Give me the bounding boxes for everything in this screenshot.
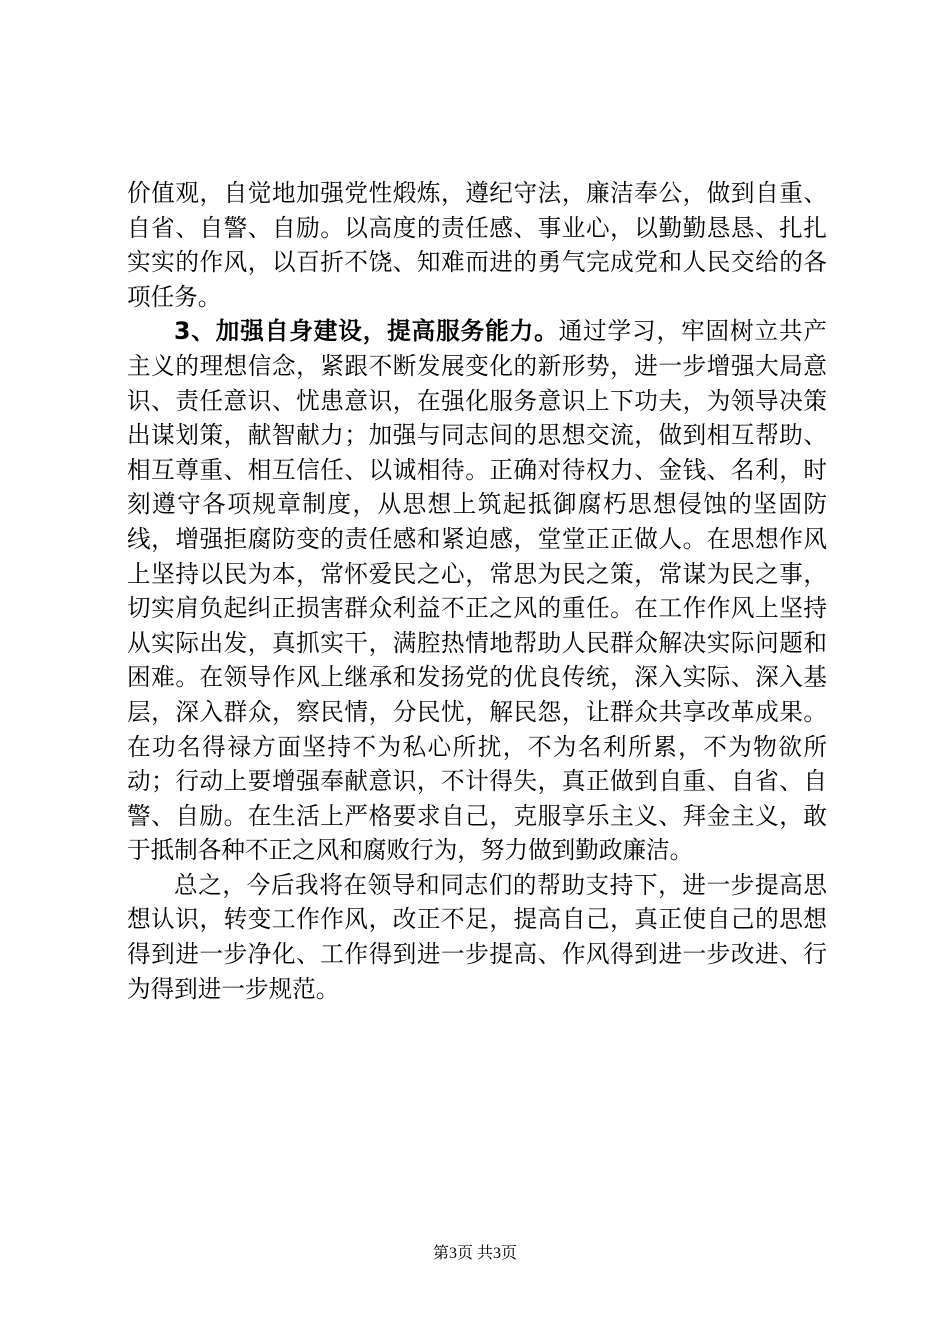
section-heading: 3、加强自身建设，提高服务能力。 [174,317,559,346]
page-number-footer: 第3页 共3页 [432,1245,517,1262]
paragraph-section-3 [127,314,827,868]
document-body [127,176,827,1006]
paragraph-text: 价值观，自觉地加强党性煅炼，遵纪守法，廉洁奉公，做到自重、自省、自警、自励。以高度的责任感、事业心，以勤勤恳恳、扎扎实实的作风，以百折不饶、知难而进的勇气完成党和人民交给的各项任务。 [127,179,827,311]
paragraph-text: 通过学习，牢固树立共产主义的理想信念，紧跟不断发展变化的新形势，进一步增强大局意识、责任意识、忧患意识，在强化服务意识上下功夫，为领导决策出谋划策，献智献力；加强与同志间的思想交流，做到相互帮助、相互尊重、相互信任、以诚相待。正确对待权力、金钱、名利，时刻遵守各项规章制度，从思想上筑起抵御腐朽思想侵蚀的坚固防线，增强拒腐防变的责任感和紧迫感，堂堂正正做人。在思想作风上坚持以民为本，常怀爱民之心，常思为民之策，常谋为民之事，切实肩负起纠正损害群众利益不正之风的重任。在工作作风上坚持从实际出发，真抓实干，满腔热情地帮助人民群众解决实际问题和困难。在领导作风上继承和发扬党的优良传统，深入实际、深入基层，深入群众，察民情，分民忧，解民怨，让群众共享改革成果。在功名得禄方面坚持不为私心所扰，不为名利所累，不为物欲所动；行动上要增强奉献意识，不计得失，真正做到自重、自省、自警、自励。在生活上严格要求自己，克服享乐主义、拜金主义，敢于抵制各种不正之风和腐败行为，努力做到勤政廉洁。 [127,317,827,865]
paragraph-conclusion [127,868,827,1006]
paragraph-continuation [127,176,827,314]
paragraph-text: 总之，今后我将在领导和同志们的帮助支持下，进一步提高思想认识，转变工作作风，改正不足，提高自己，真正使自己的思想得到进一步净化、工作得到进一步提高、作风得到进一步改进、行为得到进一步规范。 [127,870,827,1003]
